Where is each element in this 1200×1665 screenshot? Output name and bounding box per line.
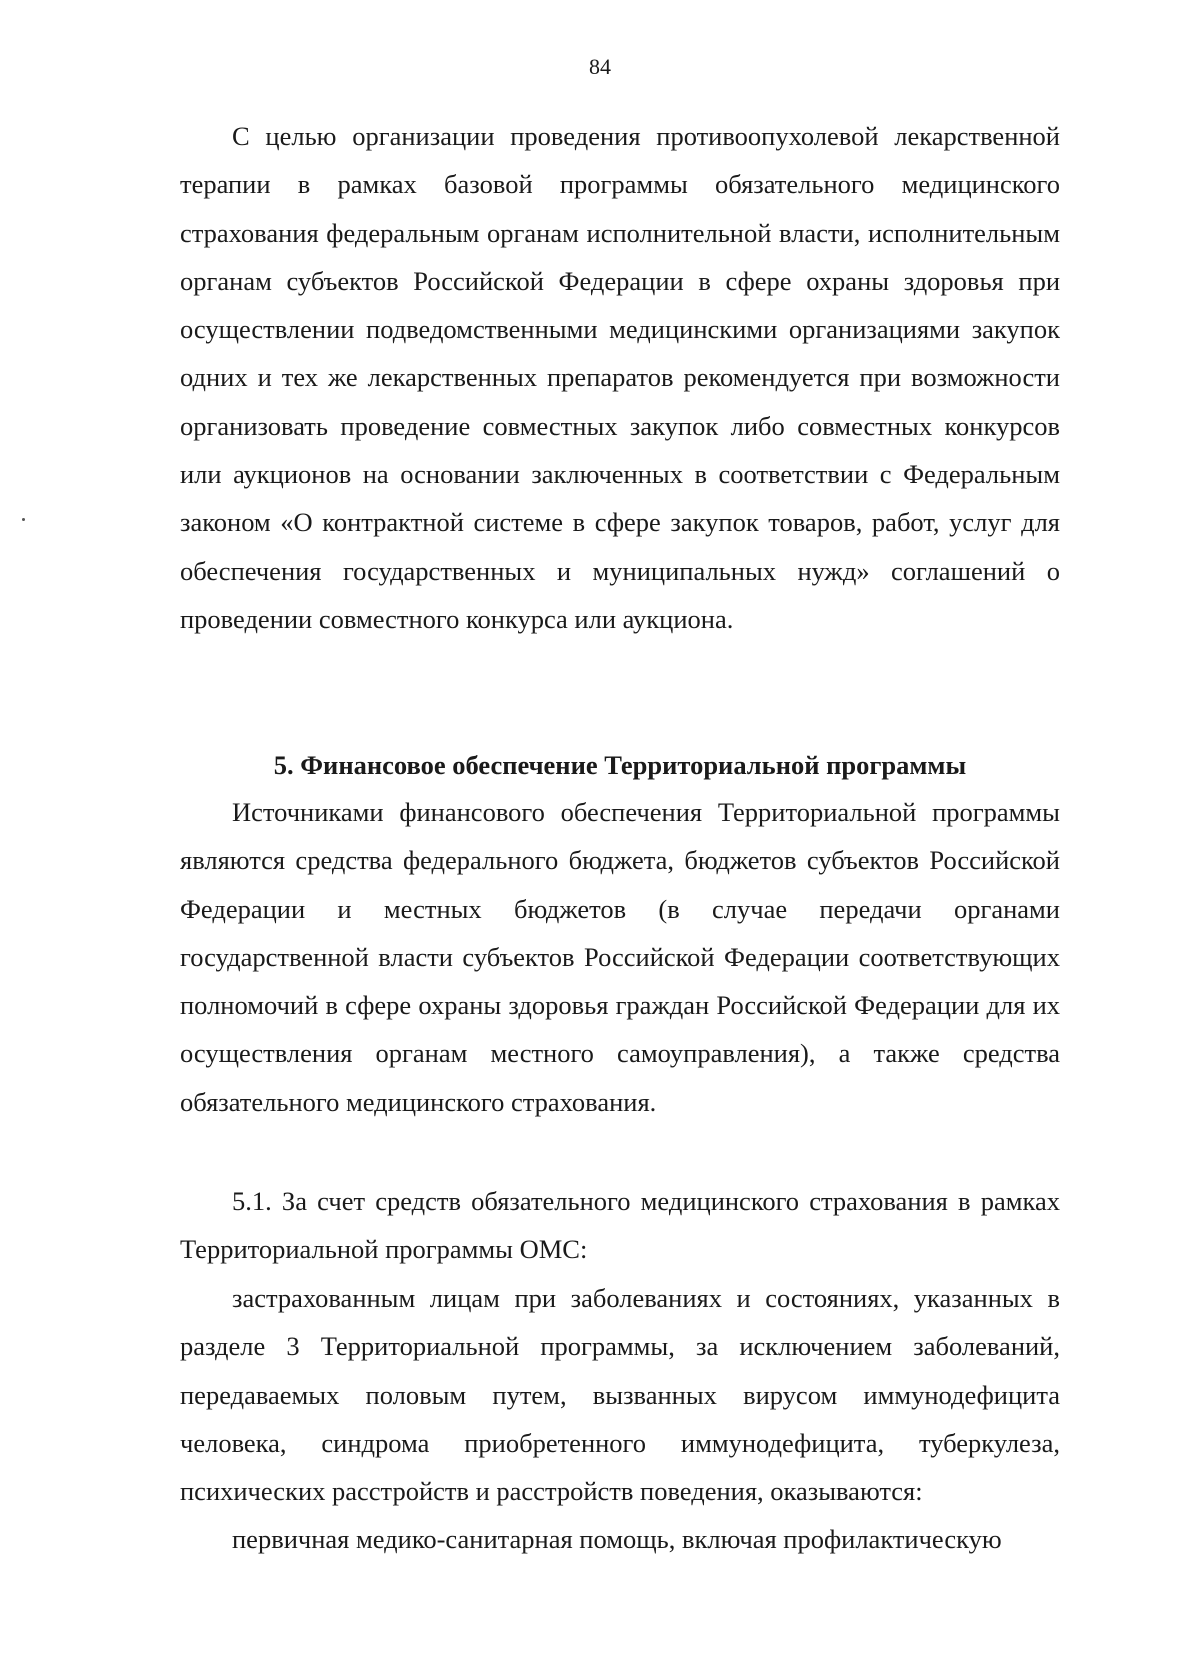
paragraph-funding-sources: Источниками финансового обеспечения Территориальной программы являются средства федерального бюджета, бюджетов субъектов Российской Федерации и местных бюджетов (в случае передачи органами государственной власти субъектов Российской Федерации соответствующих полномочий в сфере охраны здоровья граждан Российской Федерации для их осуществления органам местного самоуправления), а также средства обязательного медицинского страхования. <box>180 797 1060 1117</box>
paragraph-insured-persons: застрахованным лицам при заболеваниях и состояниях, указанных в разделе 3 Территориальной программы, за исключением заболеваний, передаваемых половым путем, вызванных вирусом иммунодефицита человека, синдрома приобретенного иммунодефицита, туберкулеза, психических расстройств и расстройств поведения, оказываются: <box>180 1283 1060 1507</box>
scan-artifact-dot <box>22 518 25 521</box>
paragraph-section-5-1: 5.1. За счет средств обязательного медицинского страхования в рамках Территориальной программы ОМС: <box>180 1186 1060 1265</box>
paragraph-primary-care: первичная медико-санитарная помощь, включая профилактическую <box>232 1524 1002 1554</box>
page-number: 84 <box>589 54 611 79</box>
section-heading-financing: 5. Финансовое обеспечение Территориальной программы <box>273 750 967 780</box>
paragraph-joint-procurement: С целью организации проведения противоопухолевой лекарственной терапии в рамках базовой программы обязательного медицинского страхования федеральным органам исполнительной власти, исполнительным органам субъектов Российской Федерации в сфере охраны здоровья при осуществлении подведомственными медицинскими организациями закупок одних и тех же лекарственных препаратов рекомендуется при возможности организовать проведение совместных закупок либо совместных конкурсов или аукционов на основании заключенных в соответствии с Федеральным законом «О контрактной системе в сфере закупок товаров, работ, услуг для обеспечения государственных и муниципальных нужд» соглашений о проведении совместного конкурса или аукциона. <box>180 121 1060 634</box>
